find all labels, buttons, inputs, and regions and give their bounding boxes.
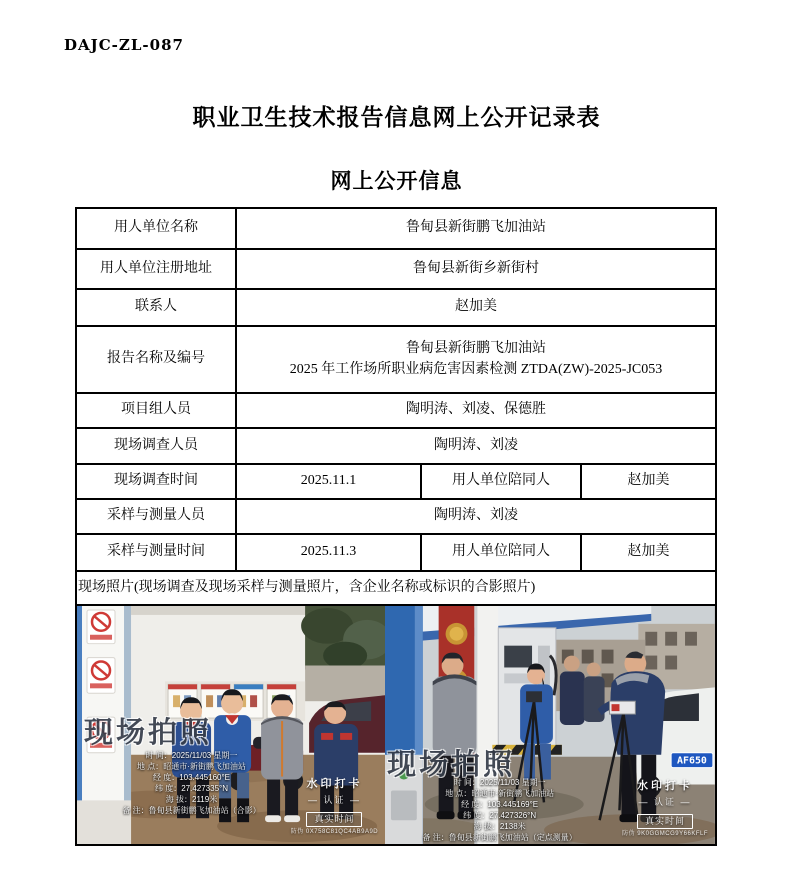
- table-row: [77, 535, 717, 572]
- table-row: [77, 290, 717, 327]
- watermark-stamp-title: 现场拍照: [387, 749, 516, 781]
- watermark-longitude: 经 度：103.445169°E: [461, 800, 539, 809]
- watermark-time: 时 间：2025/11/03 星期一: [145, 751, 238, 760]
- table-row: [77, 429, 717, 465]
- report-name-line2: 2025 年工作场所职业病危害因素检测 ZTDA(ZW)-2025-JC053: [289, 361, 663, 377]
- back-wall: [305, 666, 385, 702]
- row-label-project-team: 项目组人员: [77, 394, 237, 429]
- photo-caption: 现场照片(现场调查及现场采样与测量照片，含企业名称或标识的合影照片): [77, 572, 717, 606]
- table-row: [77, 606, 717, 846]
- watermark-info-lines: [84, 750, 299, 816]
- watermark-certify-badge: [291, 777, 378, 837]
- row-label-employer-name: 用人单位名称: [77, 209, 237, 250]
- badge-cert-label: — 认证 —: [307, 794, 361, 805]
- report-table: [75, 207, 717, 846]
- badge-real-time: 真实时间: [637, 814, 693, 829]
- row-value-survey-companion: 赵加美: [582, 465, 717, 500]
- site-photo-group: [77, 606, 385, 844]
- watermark-stamp-title: 现场拍照: [84, 717, 213, 749]
- watermark-altitude: 海 拔：2138米: [473, 822, 526, 831]
- table-row: [77, 572, 717, 606]
- table-row: [77, 500, 717, 535]
- row-value-sampling-companion: 赵加美: [582, 535, 717, 572]
- badge-title: 水印打卡: [306, 778, 363, 791]
- watermark-note: 备 注：鲁甸县新街鹏飞加油站（定点测量）: [422, 833, 577, 842]
- watermark-note: 备 注：鲁甸县新街鹏飞加油站（合影）: [122, 806, 261, 815]
- badge-anticounterfeit-code: 防伪 9K0GGMCG9Y66KFLF: [622, 831, 708, 838]
- watermark-place: 地 点：昭通市·新街鹏飞加油站: [445, 789, 555, 798]
- watermark-latitude: 纬 度：27.427326°N: [463, 811, 537, 820]
- row-value-survey-date: 2025.11.1: [237, 465, 422, 500]
- table-row: [77, 250, 717, 290]
- row-label-sampling-staff: 采样与测量人员: [77, 500, 237, 535]
- row-value-project-team: 陶明涛、刘凌、保德胜: [237, 394, 717, 429]
- row-label-report-title: 报告名称及编号: [77, 327, 237, 394]
- badge-anticounterfeit-code: 防伪 0X758C81QC4AB9A9D: [290, 829, 379, 836]
- row-label-survey-companion: 用人单位陪同人: [422, 465, 582, 500]
- row-label-sampling-date: 采样与测量时间: [77, 535, 237, 572]
- table-row: [77, 209, 717, 250]
- row-value-report-title: [237, 327, 717, 394]
- row-label-survey-staff: 现场调查人员: [77, 429, 237, 465]
- watermark-altitude: 海 拔：2119米: [165, 795, 218, 804]
- row-label-contact: 联系人: [77, 290, 237, 327]
- watermark-latitude: 纬 度：27.427335°N: [154, 784, 228, 793]
- table-row: [77, 394, 717, 429]
- row-label-sampling-companion: 用人单位陪同人: [422, 535, 582, 572]
- badge-title: 水印打卡: [637, 780, 694, 793]
- badge-cert-label: — 认证 —: [638, 796, 692, 807]
- row-value-sampling-date: 2025.11.3: [237, 535, 422, 572]
- page-subtitle: 网上公开信息: [330, 169, 463, 193]
- watermark-time: 时 间：2025/11/03 星期一: [453, 778, 546, 787]
- row-label-survey-date: 现场调查时间: [77, 465, 237, 500]
- trees: [301, 606, 385, 669]
- photos-cell: [77, 606, 717, 846]
- watermark-longitude: 经 度：103.445160°E: [152, 773, 231, 782]
- row-value-survey-staff: 陶明涛、刘凌: [237, 429, 717, 465]
- table-row: [77, 327, 717, 394]
- row-value-employer-name: 鲁甸县新街鹏飞加油站: [237, 209, 717, 250]
- row-value-sampling-staff: 陶明涛、刘凌: [237, 500, 717, 535]
- no-phone-sign: [87, 658, 115, 694]
- report-name-line1: 鲁甸县新街鹏飞加油站: [406, 341, 546, 357]
- page-title: 职业卫生技术报告信息网上公开记录表: [192, 105, 601, 130]
- table-row: [77, 465, 717, 500]
- watermark-info-lines: [392, 777, 607, 843]
- row-label-registered-address: 用人单位注册地址: [77, 250, 237, 290]
- row-value-contact: 赵加美: [237, 290, 717, 327]
- site-photo-measurement: [385, 606, 715, 844]
- doc-code: DAJC-ZL-087: [64, 36, 184, 54]
- no-smoking-sign: [87, 610, 115, 644]
- license-plate: AF650: [677, 755, 708, 767]
- row-value-registered-address: 鲁甸县新街乡新街村: [237, 250, 717, 290]
- watermark-place: 地 点：昭通市·新街鹏飞加油站: [137, 762, 246, 771]
- watermark-certify-badge: [622, 779, 708, 839]
- badge-real-time: 真实时间: [306, 812, 362, 827]
